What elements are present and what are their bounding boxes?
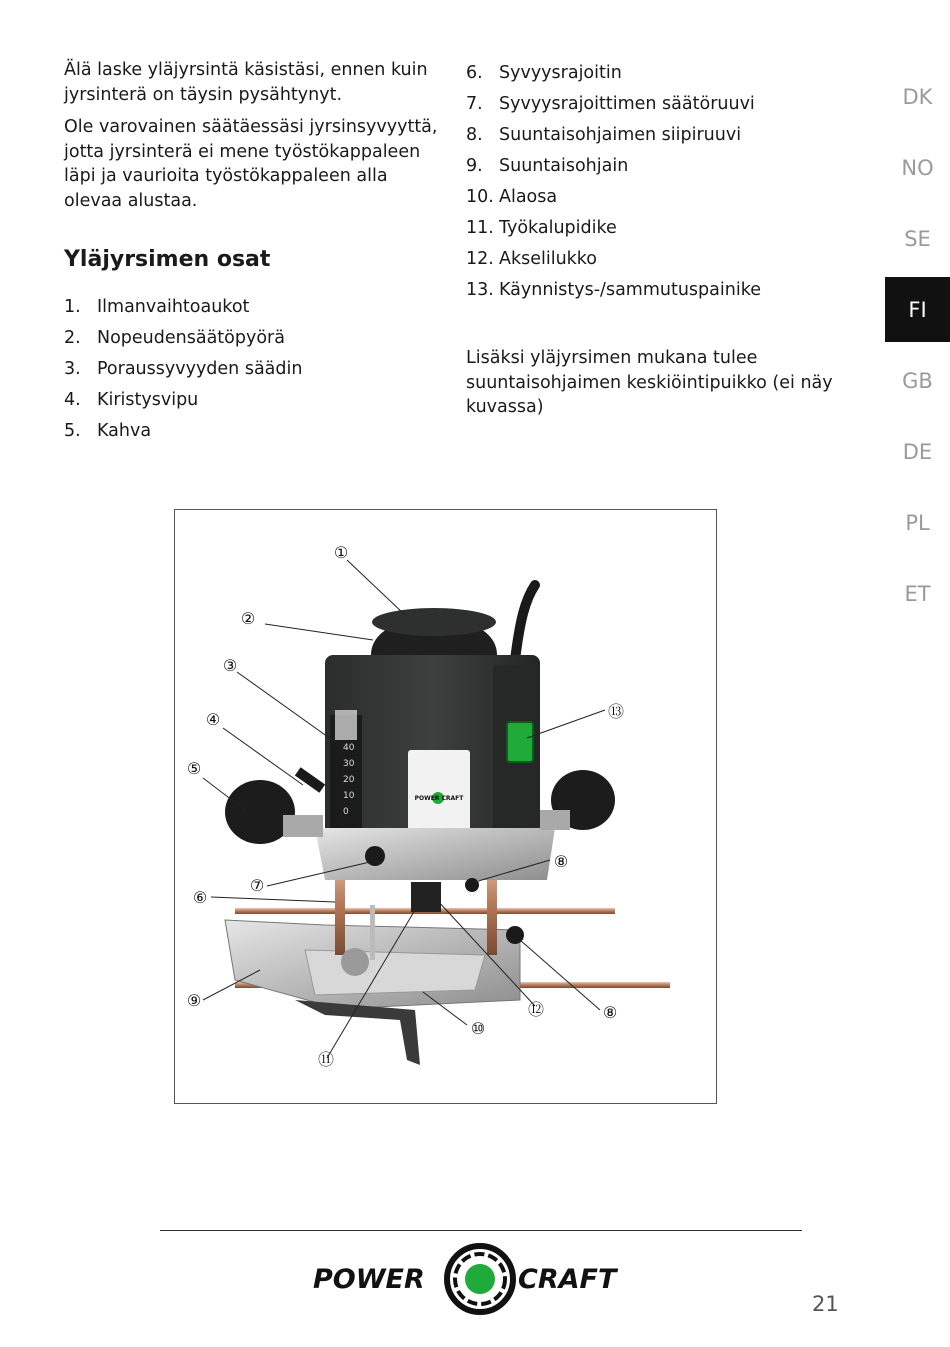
list-item-label: Nopeudensäätöpyörä (97, 328, 285, 348)
list-item-number: 4. (64, 390, 81, 410)
list-item-number: 10. (466, 187, 494, 207)
list-item-label: Syvyysrajoitin (499, 63, 622, 83)
intro-paragraph-1: Älä laske yläjyrsintä käsistäsi, ennen kuin jyrsinterä on täysin pysähtynyt. (64, 60, 428, 105)
list-item (466, 275, 866, 306)
ventilation-cap (372, 608, 496, 636)
list-item (64, 416, 444, 447)
scale-mark: 20 (343, 775, 355, 785)
tab-pl[interactable]: PL (905, 510, 930, 535)
power-cable (515, 585, 535, 660)
list-item (466, 244, 866, 275)
list-item (64, 292, 444, 323)
power-craft-logo (310, 1240, 640, 1318)
depth-adjust-knob (365, 846, 385, 866)
list-item-label: Käynnistys-/sammutuspainike (499, 280, 761, 300)
list-item-number: 2. (64, 328, 81, 348)
list-item-label: Ilmanvaihtoaukot (97, 297, 250, 317)
scale-mark: 40 (343, 743, 355, 753)
list-item-label: Alaosa (499, 187, 558, 207)
extra-note: Lisäksi yläjyrsimen mukana tulee suuntaisohjaimen keskiöintipuikko (ei näy kuvassa) (466, 348, 833, 417)
list-item-label: Syvyysrajoittimen säätöruuvi (499, 94, 755, 114)
list-item-label: Kiristysvipu (97, 390, 199, 410)
list-item-number: 11. (466, 218, 494, 238)
intro-paragraph-2: Ole varovainen säätäessäsi jyrsinsyvyyttä, jotta jyrsinterä ei mene työstökappaleen läpi ja vaurioita työstökappaleen alla olevaa alustaa. (64, 117, 438, 211)
page-number: 21 (812, 1292, 839, 1316)
logo-emblem-green (465, 1264, 495, 1294)
list-item (466, 89, 866, 120)
list-item (466, 151, 866, 182)
list-item-number: 7. (466, 94, 483, 114)
callout-8-upper: ⑧ (553, 852, 569, 871)
list-item (466, 58, 866, 89)
list-item (466, 213, 866, 244)
tab-dk[interactable]: DK (902, 84, 933, 109)
tab-de[interactable]: DE (902, 439, 933, 464)
list-item-label: Poraussyvyyden säädin (97, 359, 303, 379)
list-item (64, 354, 444, 385)
list-item-number: 8. (466, 125, 483, 145)
list-item-label: Työkalupidike (499, 218, 617, 238)
callout-1: ① (333, 543, 349, 562)
callout-2: ② (240, 609, 256, 628)
section-title: Yläjyrsimen osat (64, 247, 271, 272)
tab-fi[interactable]: FI (885, 277, 950, 342)
list-item-label: Akselilukko (499, 249, 598, 269)
depth-stop-turret (341, 948, 369, 976)
list-item-number: 5. (64, 421, 81, 441)
list-item-number: 13. (466, 280, 494, 300)
list-item (466, 182, 866, 213)
callout-3: ③ (222, 656, 238, 675)
list-item (64, 323, 444, 354)
list-item-number: 12. (466, 249, 494, 269)
list-item (466, 120, 866, 151)
list-item-label: Suuntaisohjain (499, 156, 629, 176)
wing-screw-upper (465, 878, 479, 892)
tab-no[interactable]: NO (901, 155, 934, 180)
lock-lever (295, 767, 325, 792)
logo-word-left: POWER (313, 1264, 425, 1295)
tab-se[interactable]: SE (904, 226, 931, 251)
router-illustration (175, 510, 718, 1105)
tab-et[interactable]: ET (904, 581, 931, 606)
router-figure (174, 509, 717, 1104)
list-item-label: Suuntaisohjaimen siipiruuvi (499, 125, 742, 145)
list-item (64, 385, 444, 416)
callout-10: ⑩ (470, 1019, 486, 1038)
scale-mark: 30 (343, 759, 355, 769)
base-opening (305, 950, 485, 995)
footer-divider (160, 1230, 802, 1231)
parts-list-left (64, 292, 444, 447)
logo-word-right: CRAFT (518, 1264, 617, 1295)
handle-left-arm (283, 815, 323, 837)
tab-gb[interactable]: GB (902, 368, 933, 393)
callout-11: ⑪ (317, 1050, 335, 1069)
list-item-number: 6. (466, 63, 483, 83)
scale-mark: 0 (343, 807, 349, 817)
guide-fence (295, 1000, 420, 1065)
callout-9: ⑨ (186, 991, 202, 1010)
depth-scale-window (335, 710, 357, 740)
collet (411, 882, 441, 912)
callout-12: ⑫ (527, 1000, 545, 1019)
parts-list-right (466, 58, 866, 306)
list-item-number: 1. (64, 297, 81, 317)
scale-mark: 10 (343, 791, 355, 801)
language-tabs (885, 64, 950, 632)
list-item-number: 3. (64, 359, 81, 379)
handle-right-arm (540, 810, 570, 830)
lower-body (315, 828, 555, 880)
callout-8-lower: ⑧ (602, 1003, 618, 1022)
callout-5: ⑤ (186, 759, 202, 778)
depth-stop (370, 905, 375, 960)
callout-6: ⑥ (192, 888, 208, 907)
callout-13: ⑬ (607, 702, 625, 721)
list-item-label: Kahva (97, 421, 152, 441)
left-column (64, 58, 444, 447)
brand-label-text: POWER CRAFT (414, 795, 464, 802)
power-switch (507, 722, 533, 762)
callout-7: ⑦ (249, 876, 265, 895)
list-item-number: 9. (466, 156, 483, 176)
callout-4: ④ (205, 710, 221, 729)
right-column (466, 58, 866, 437)
